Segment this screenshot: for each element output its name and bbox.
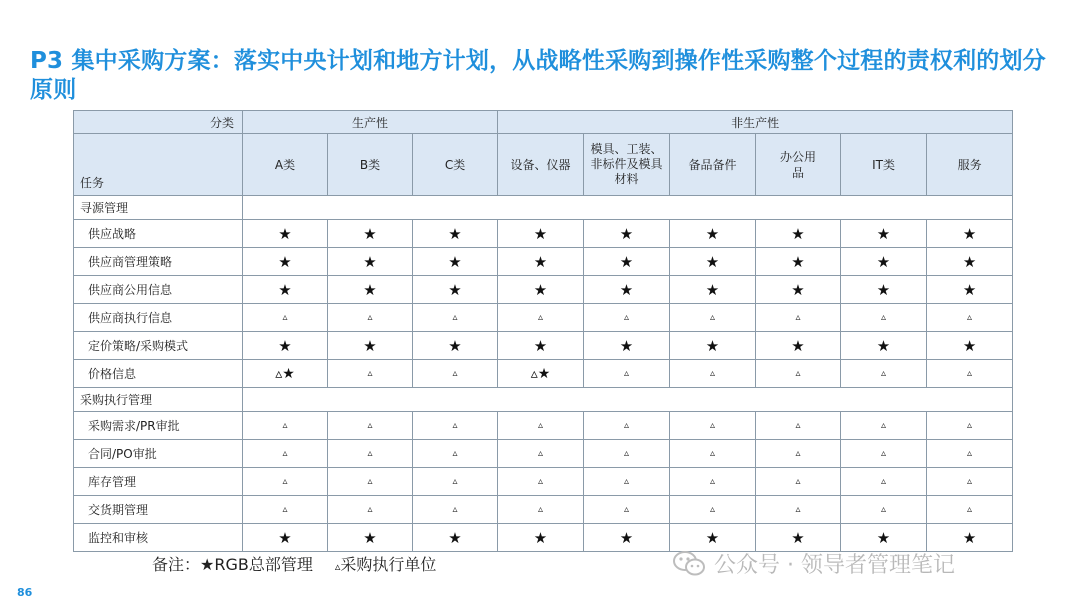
triangle-mark: ▵ xyxy=(498,440,584,468)
table-row xyxy=(74,276,1013,304)
column-header: IT类 xyxy=(841,134,927,196)
triangle-mark: ▵ xyxy=(328,304,413,332)
star-mark: ★ xyxy=(841,524,927,552)
triangle-mark: ▵ xyxy=(328,440,413,468)
star-mark: ★ xyxy=(927,248,1013,276)
star-mark: ★ xyxy=(328,276,413,304)
star-mark: ★ xyxy=(841,248,927,276)
star-mark: ★ xyxy=(756,276,841,304)
triangle-mark: ▵ xyxy=(243,496,328,524)
star-mark: ★ xyxy=(670,276,756,304)
star-mark: ★ xyxy=(927,276,1013,304)
triangle-mark: ▵ xyxy=(670,468,756,496)
triangle-mark: ▵ xyxy=(413,440,498,468)
triangle-mark: ▵ xyxy=(243,412,328,440)
triangle-mark: ▵ xyxy=(670,412,756,440)
star-mark: ★ xyxy=(841,220,927,248)
triangle-star-mark: ▵★ xyxy=(498,360,584,388)
triangle-mark: ▵ xyxy=(927,360,1013,388)
column-header: 服务 xyxy=(927,134,1013,196)
task-label: 供应商公用信息 xyxy=(74,276,243,304)
triangle-mark: ▵ xyxy=(584,304,670,332)
triangle-mark: ▵ xyxy=(841,412,927,440)
triangle-mark: ▵ xyxy=(243,440,328,468)
triangle-mark: ▵ xyxy=(756,496,841,524)
column-header: 模具、工装、非标件及模具材料 xyxy=(584,134,670,196)
triangle-mark: ▵ xyxy=(584,360,670,388)
star-mark: ★ xyxy=(328,248,413,276)
star-mark: ★ xyxy=(670,524,756,552)
table-row xyxy=(74,440,1013,468)
triangle-mark: ▵ xyxy=(328,360,413,388)
star-mark: ★ xyxy=(756,248,841,276)
table-row xyxy=(74,468,1013,496)
star-mark: ★ xyxy=(841,276,927,304)
triangle-mark: ▵ xyxy=(756,360,841,388)
triangle-mark: ▵ xyxy=(927,440,1013,468)
triangle-mark: ▵ xyxy=(756,304,841,332)
star-mark: ★ xyxy=(328,332,413,360)
triangle-mark: ▵ xyxy=(927,468,1013,496)
column-header: B类 xyxy=(328,134,413,196)
star-mark: ★ xyxy=(498,248,584,276)
triangle-mark: ▵ xyxy=(584,496,670,524)
table-row xyxy=(74,496,1013,524)
table-row xyxy=(74,248,1013,276)
category-header: 分类 xyxy=(74,111,243,134)
triangle-mark: ▵ xyxy=(243,468,328,496)
star-mark: ★ xyxy=(841,332,927,360)
column-header: 办公用品 xyxy=(756,134,841,196)
star-mark: ★ xyxy=(756,220,841,248)
triangle-mark: ▵ xyxy=(498,304,584,332)
star-mark: ★ xyxy=(498,220,584,248)
triangle-mark: ▵ xyxy=(413,412,498,440)
task-label: 库存管理 xyxy=(74,468,243,496)
star-mark: ★ xyxy=(413,524,498,552)
star-mark: ★ xyxy=(584,248,670,276)
task-label: 供应商管理策略 xyxy=(74,248,243,276)
responsibility-table xyxy=(73,110,1013,552)
task-header: 任务 xyxy=(74,134,243,196)
triangle-mark: ▵ xyxy=(328,412,413,440)
triangle-mark: ▵ xyxy=(670,440,756,468)
star-mark: ★ xyxy=(243,524,328,552)
task-label: 采购需求/PR审批 xyxy=(74,412,243,440)
triangle-mark: ▵ xyxy=(927,304,1013,332)
table-row xyxy=(74,220,1013,248)
star-mark: ★ xyxy=(243,332,328,360)
star-mark: ★ xyxy=(328,524,413,552)
section-label: 采购执行管理 xyxy=(74,388,243,412)
column-header: 设备、仪器 xyxy=(498,134,584,196)
column-header: A类 xyxy=(243,134,328,196)
star-mark: ★ xyxy=(413,332,498,360)
star-mark: ★ xyxy=(756,524,841,552)
triangle-mark: ▵ xyxy=(670,360,756,388)
triangle-mark: ▵ xyxy=(670,304,756,332)
triangle-mark: ▵ xyxy=(584,468,670,496)
star-mark: ★ xyxy=(670,332,756,360)
triangle-mark: ▵ xyxy=(243,304,328,332)
triangle-mark: ▵ xyxy=(841,496,927,524)
section-filler xyxy=(243,388,1013,412)
triangle-mark: ▵ xyxy=(756,412,841,440)
star-mark: ★ xyxy=(670,220,756,248)
star-mark: ★ xyxy=(413,220,498,248)
task-label: 交货期管理 xyxy=(74,496,243,524)
star-mark: ★ xyxy=(584,220,670,248)
section-row xyxy=(74,196,1013,220)
star-mark: ★ xyxy=(413,276,498,304)
note-star-text: ★RGB总部管理 xyxy=(200,555,313,574)
task-label: 供应商执行信息 xyxy=(74,304,243,332)
star-mark: ★ xyxy=(927,524,1013,552)
table-row xyxy=(74,332,1013,360)
table-row xyxy=(74,412,1013,440)
triangle-mark: ▵ xyxy=(498,412,584,440)
triangle-mark: ▵ xyxy=(927,412,1013,440)
triangle-star-mark: ▵★ xyxy=(243,360,328,388)
star-mark: ★ xyxy=(927,332,1013,360)
star-mark: ★ xyxy=(498,332,584,360)
triangle-mark: ▵ xyxy=(328,496,413,524)
slide-title: P3 集中采购方案：落实中央计划和地方计划，从战略性采购到操作性采购整个过程的责权利的划分原则 xyxy=(30,48,1046,103)
star-mark: ★ xyxy=(243,220,328,248)
section-row xyxy=(74,388,1013,412)
star-mark: ★ xyxy=(243,276,328,304)
triangle-mark: ▵ xyxy=(328,468,413,496)
triangle-mark: ▵ xyxy=(841,468,927,496)
star-mark: ★ xyxy=(498,276,584,304)
section-label: 寻源管理 xyxy=(74,196,243,220)
star-mark: ★ xyxy=(328,220,413,248)
watermark xyxy=(672,548,955,579)
production-group-header: 生产性 xyxy=(243,111,498,134)
star-mark: ★ xyxy=(756,332,841,360)
page-number: 86 xyxy=(17,586,33,599)
star-mark: ★ xyxy=(243,248,328,276)
task-label: 定价策略/采购模式 xyxy=(74,332,243,360)
triangle-mark: ▵ xyxy=(927,496,1013,524)
star-mark: ★ xyxy=(498,524,584,552)
legend-note xyxy=(152,552,436,575)
column-header: C类 xyxy=(413,134,498,196)
star-mark: ★ xyxy=(584,524,670,552)
triangle-mark: ▵ xyxy=(413,468,498,496)
triangle-mark: ▵ xyxy=(584,440,670,468)
table-row xyxy=(74,360,1013,388)
star-mark: ★ xyxy=(670,248,756,276)
task-label: 价格信息 xyxy=(74,360,243,388)
task-label: 监控和审核 xyxy=(74,524,243,552)
watermark-text: 公众号 · 领导者管理笔记 xyxy=(714,553,955,578)
triangle-mark: ▵ xyxy=(498,468,584,496)
section-filler xyxy=(243,196,1013,220)
task-label: 合同/PO审批 xyxy=(74,440,243,468)
wechat-icon xyxy=(672,550,706,578)
triangle-icon: ▵ xyxy=(334,560,341,573)
triangle-mark: ▵ xyxy=(413,304,498,332)
star-mark: ★ xyxy=(584,276,670,304)
star-mark: ★ xyxy=(584,332,670,360)
triangle-mark: ▵ xyxy=(841,360,927,388)
triangle-mark: ▵ xyxy=(413,360,498,388)
triangle-mark: ▵ xyxy=(413,496,498,524)
star-mark: ★ xyxy=(413,248,498,276)
triangle-mark: ▵ xyxy=(756,440,841,468)
note-triangle-text: 采购执行单位 xyxy=(340,555,437,574)
triangle-mark: ▵ xyxy=(756,468,841,496)
triangle-mark: ▵ xyxy=(584,412,670,440)
task-label: 供应战略 xyxy=(74,220,243,248)
column-header: 备品备件 xyxy=(670,134,756,196)
triangle-mark: ▵ xyxy=(498,496,584,524)
star-mark: ★ xyxy=(927,220,1013,248)
triangle-mark: ▵ xyxy=(841,304,927,332)
table-row xyxy=(74,304,1013,332)
nonproduction-group-header: 非生产性 xyxy=(498,111,1013,134)
triangle-mark: ▵ xyxy=(841,440,927,468)
note-prefix: 备注： xyxy=(152,555,201,574)
triangle-mark: ▵ xyxy=(670,496,756,524)
